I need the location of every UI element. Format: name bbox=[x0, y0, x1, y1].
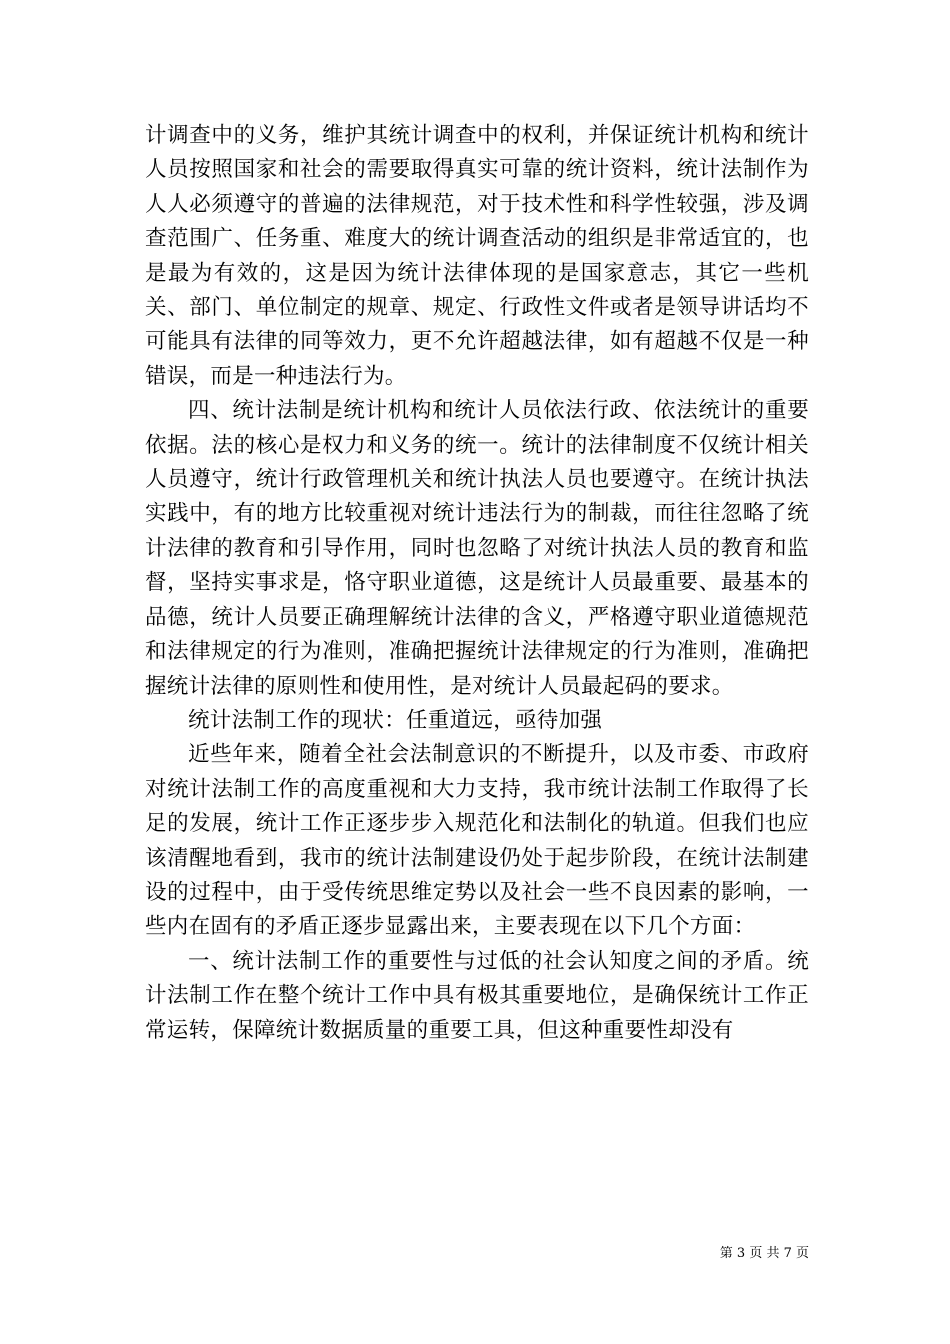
paragraph-point-one: 一、统计法制工作的重要性与过低的社会认知度之间的矛盾。统计法制工作在整个统计工作中具有极其重要地位，是确保统计工作正常运转，保障统计数据质量的重要工具，但这种重要性却没有 bbox=[145, 948, 809, 1043]
paragraph-status: 近些年来，随着全社会法制意识的不断提升，以及市委、市政府对统计法制工作的高度重视和大力支持，我市统计法制工作取得了长足的发展，统计工作正逐步步入规范化和法制化的轨道。但我们也应该清醒地看到，我市的统计法制建设仍处于起步阶段，在统计法制建设的过程中，由于受传统思维定势以及社会一些不良因素的影响，一些内在固有的矛盾正逐步显露出来，主要表现在以下几个方面： bbox=[145, 742, 809, 940]
paragraph-continued: 计调查中的义务，维护其统计调查中的权利，并保证统计机构和统计人员按照国家和社会的需要取得真实可靠的统计资料，统计法制作为人人必须遵守的普遍的法律规范，对于技术性和科学性较强，涉及调查范围广、任务重、难度大的统计调查活动的组织是非常适宜的，也是最为有效的，这是因为统计法律体现的是国家意志，其它一些机关、部门、单位制定的规章、规定、行政性文件或者是领导讲话均不可能具有法律的同等效力，更不允许超越法律，如有超越不仅是一种错误，而是一种违法行为。 bbox=[145, 123, 809, 389]
page-number: 第 3 页 共 7 页 bbox=[719, 1246, 809, 1261]
document-body bbox=[145, 119, 809, 1048]
paragraph-point-four: 四、统计法制是统计机构和统计人员依法行政、依法统计的重要依据。法的核心是权力和义务的统一。统计的法律制度不仅统计相关人员遵守，统计行政管理机关和统计执法人员也要遵守。在统计执法实践中，有的地方比较重视对统计违法行为的制裁，而往往忽略了统计法律的教育和引导作用，同时也忽略了对统计执法人员的教育和监督，坚持实事求是，恪守职业道德，这是统计人员最重要、最基本的品德，统计人员要正确理解统计法律的含义，严格遵守职业道德规范和法律规定的行为准则，准确把握统计法律规定的行为准则，准确把握统计法律的原则性和使用性，是对统计人员最起码的要求。 bbox=[145, 398, 809, 699]
section-heading: 统计法制工作的现状：任重道远，亟待加强 bbox=[188, 707, 603, 733]
